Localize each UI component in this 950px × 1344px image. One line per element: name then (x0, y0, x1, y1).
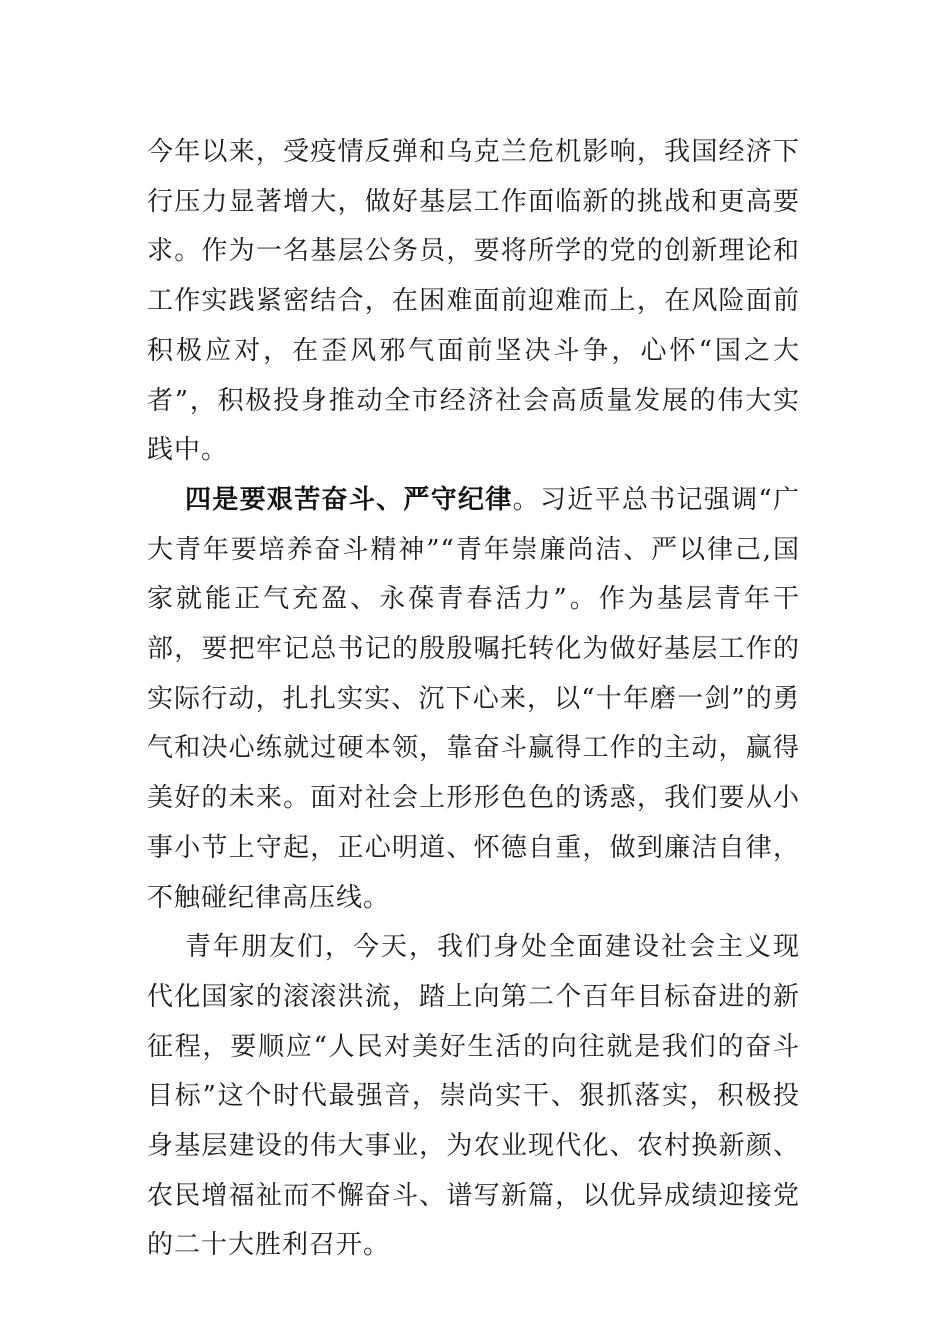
paragraph-2 (147, 476, 800, 923)
paragraph-1 (147, 128, 800, 476)
paragraph-2-text: 。习近平总书记强调“广大青年要培养奋斗精神”“青年崇廉尚洁、严以律己,国家就能正气充盈、永葆青春活力”。作为基层青年干部，要把牢记总书记的殷殷嘱托转化为做好基层工作的实际行动，扎扎实实、沉下心来，以“十年磨一剑”的勇气和决心练就过硬本领，靠奋斗赢得工作的主动，赢得美好的未来。面对社会上形形色色的诱惑，我们要从小事小节上守起，正心明道、怀德自重，做到廉洁自律，不触碰纪律高压线。 (147, 484, 800, 913)
paragraph-1-text: 今年以来，受疫情反弹和乌克兰危机影响，我国经济下行压力显著增大，做好基层工作面临新的挑战和更高要求。作为一名基层公务员，要将所学的党的创新理论和工作实践紧密结合，在困难面前迎难而上，在风险面前积极应对，在歪风邪气面前坚决斗争，心怀“国之大者”，积极投身推动全市经济社会高质量发展的伟大实践中。 (147, 137, 800, 466)
paragraph-3 (147, 923, 800, 1271)
paragraph-2-lead-heading: 四是要艰苦奋斗、严守纪律 (185, 484, 513, 515)
paragraph-3-text: 青年朋友们，今天，我们身处全面建设社会主义现代化国家的滚滚洪流，踏上向第二个百年目标奋进的新征程，要顺应“人民对美好生活的向往就是我们的奋斗目标”这个时代最强音，崇尚实干、狠抓落实，积极投身基层建设的伟大事业，为农业现代化、农村换新颜、农民增福祉而不懈奋斗、谱写新篇，以优异成绩迎接党的二十大胜利召开。 (147, 932, 800, 1261)
